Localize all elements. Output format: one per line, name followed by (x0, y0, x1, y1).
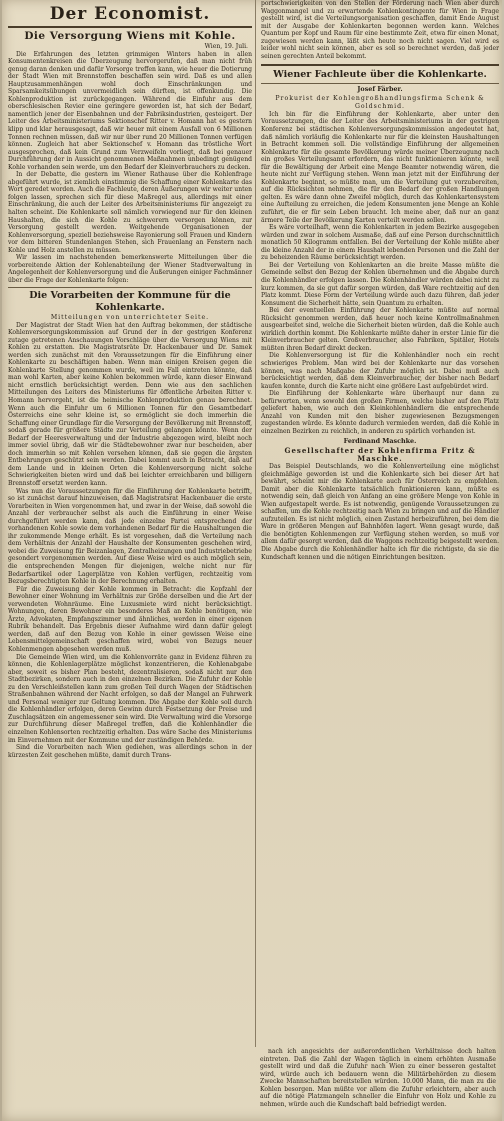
section-subheadline: Mitteilungen von unterrichteter Seite. (50, 313, 210, 321)
paragraph: Es wäre vorteilhaft, wenn die Kohlenkarten in jedem Bezirke ausgegeben würden und zwar in solchem Ausmaße, daß auf eine Person durchschnittlich monatlich 50 Kilogramm entfallen. Bei der Verteilung der Kohle müßte aber die kleine Anzahl der in einem Haushalt lebenden Personen und die Zahl der zu beheizenden Räume berücksichtigt werden. (261, 224, 499, 262)
divider (261, 64, 499, 66)
paragraph: In der Debatte, die gestern im Wiener Rathause über die Kohlenfrage abgeführt wurde, ist ziemlich einstimmig die Schaffung einer Kohlenkarte das Wort geredet worden. Auch die Fachleute, deren Äußerungen wir weiter unten folgen lassen, sprechen sich für diese Maßregel aus, allerdings mit einer Einschränkung, die auch der Leiter des Arbeitsministeriums für angezeigt zu halten scheint. Die Kohlenkarte soll nämlich vorwiegend nur für den kleinen Haushalten, die sich die Kohle zu schwerern versorgen können, zur Versorgung gestellt werden. Weitgehende Organisationen der Kohlenversorgung, speziell beziehsweise Rayonierung soll Frauen und Kindern vor dem bitteren Stundenlangen Stehen, sich Frauenlang an Fenstern nach Kohle und Holz anstellen zu müssen. (8, 171, 252, 254)
paragraph: nach ich angesichts der außerordentlichen Verhältnisse doch halten eintreten. Daß die Zahl der Wagen täglich in einem erhöhten Ausmaße gestellt wird und daß die Zufuhr nach Wien zu einer besseren gestaltet wird, würde auch ich bedauern wenn die Militärbehörden zu diesem Zwecke Mannschaften bereitstellen würden. 10.000 Mann, die man zu die Kohlen besorgen. Man müßte vor allem die Zufuhr erleichtern, aber auch auf die nötige Platzmangeln schneller die Einfuhr von Holz und Kohle zu nehmen, würde auch die Kundschaft bald befriedigt werden. (260, 1048, 496, 1108)
headline: Die Versorgung Wiens mit Kohle. (24, 30, 236, 42)
paragraph: Das Beispiel Deutschlands, wo die Kohlenverteilung eine möglichst gleichmäßige geworden ist und die Kohlenkarte sich bei dieser Art hat bewährt, scheint mir die Kohlenkarte auch für Österreich zu empfehlen. Damit aber die Kohlenkarte tatsächlich funktionieren kann, müßte es notwendig sein, daß gleich von Anfang an eine größere Menge von Kohle in Wien aufgestapelt werde. Es ist notwendig, genügende Voraussetzungen zu schaffen, um die Kohle rechtzeitig nach Wien zu bringen und auf die Händler aufzuteilen. Es ist nicht möglich, einen Zustand herbeizuführen, bei dem die Ware in größeren Mengen auf Bahnhöfen lagert. Wenn gesagt wurde, daß die benötigten Kohlenmengen zur Verfügung stehen werden, so muß vor allem dafür gesorgt werden, daß die Waggons rechtzeitig beigestellt werden. Die Abgabe durch die Kohlenhändler halte ich für die richtigste, da sie die Kundschaft kennen und die nötigen Einrichtungen besitzen. (261, 462, 499, 561)
byline-title: Prokurist der Kohlengroßhandlungsfirma Schenk & Goldschmid. (275, 94, 485, 110)
paragraph: Die Kohlenversorgung ist für die Kohlenhändler noch ein recht schwieriges Problem. Man wird bei der Kohlenkarte nur das vorsehen können, was nach Maßgabe der Zufuhr möglich ist. Dabei muß auch berücksichtigt werden, daß dem Kleinverbraucher, der bisher nach Bedarf kaufen konnte, durch die Karte nicht eine größere Last aufgebürdet wird. (261, 352, 499, 390)
divider (8, 26, 252, 28)
paragraph: Bei der eventuellen Einführung der Kohlenkarte müßte auf normal Rücksicht genommen werden, daß heuer noch keine Kontrollmaßnahmen ausgearbeitet sind, welche die Sicherheit bieten würden, daß die Kohle auch wirklich dorthin kommt. Die Kohlenkarte müßte daher in erster Linie für die Kleinverbraucher gelten. Großverbraucher, also Fabriken, Spitäler, Hotels müßten ihren Bedarf direkt decken. (261, 307, 499, 352)
left-column (8, 0, 256, 1047)
paragraph: Sind die Vorarbeiten nach Wien gediehen, was allerdings schon in der kürzesten Zeit geschehen müßte, damit durch Trans- (8, 744, 252, 759)
byline: Ferdinand Maschke. (343, 437, 417, 446)
newspaper-clipping (2, 0, 502, 1121)
paragraph: Was nun die Voraussetzungen für die Einführung der Kohlenkarte betrifft, so ist zunächst darauf hinzuweisen, daß Magistratsrat Hackenbauer die erste Vorarbeiten in Wien vorgenommen hat, und zwar in der Weise, daß sowohl die Anzahl der verbraucher selbst als auch die Einführung in einer Weise durchgeführt werden kann, daß jede einzelne Partei entsprechend der vorhandenen Kohle sowie dem vorhandenen Bedarf für die Haushaltungen die ihr zukommende Menge erhält. Es ist vorgesehen, daß die Verteilung nach dem Verhältnis der Anzahl der Haushalte der Konsumenten geschehen wird, wobei die Zuweisung für Beizanlagen, Zentralheizungen und Industriebetriebe gesondert vorgenommen werden. Auf diese Weise wird es auch möglich sein, die entsprechenden Mengen für diejenigen, welche nicht nur für Bedarfsartikel oder Lagerplätze von Kohlen verfügen, rechtzeitig vom Bezugsberechtigten Kohle in der Berechnung erhalten. (8, 487, 252, 586)
divider (8, 287, 252, 288)
paragraph: portschwierigkeiten von den Stellen der Förderung nach Wien aber durch Waggonmangel und zu erwartende Kohlenkontingente für Wien in Frage gestellt wird, ist die Verteilungsorganisation geschaffen, damit Ende August mit der Ausgabe der Kohlenkarten begonnen werden kann. Welches Quantum per Kopf und Raum für eine bestimmte Zeit, etwa für einen Monat, zugewiesen werden kann, läßt sich heute noch nicht sagen. Viel wird es leider wohl nicht sein können, aber es soll so berechnet werden, daß jeder seinen gerechten Anteil bekommt. (261, 0, 499, 60)
section-headline: Die Vorarbeiten der Kommune für die Kohlenkarte. (29, 289, 231, 313)
dateline: Wien, 19. Juli. (204, 43, 248, 50)
section-headline: Wiener Fachleute über die Kohlenkarte. (273, 69, 487, 81)
paragraph: Der Magistrat der Stadt Wien hat den Auftrag bekommen, der städtische Kohlenversorgungskommission auf Grund der in der gestrigen Konferenz zutage getretenen Anschauungen Vorschläge über die Versorgung Wiens mit Kohlen zu erstatten. Die Magistratsräte Dr. Hackenbauer und Dr. Samek werden sich zunächst mit den Voraussetzungen für die Einführung einer Kohlenkarte zu beschäftigen haben. Wenn man einigen Kreisen gegen die Kohlenkarte Stellung genommen wurde, weil im Fall eintreten könnte, daß man wohl Karten, aber keine Kohlen bekommen würde, kann dieser Einwand nicht ernstlich berücksichtigt werden. Denn wie aus den sachlichen Mitteilungen des Leiters des Ministeriums für öffentliche Arbeiten Ritter v. Homann hervorgeht, ist die heimische Kohlenproduktion genau berechnet. Wenn auch die Einfuhr um 6 Millionen Tonnen für den Gesamtbedarf Österreichs eine sehr kleine ist, so ermöglicht sie doch immerhin die Schaffung einer Grundlage für die Versorgung der Bevölkerung mit Brennstoff, sodaß gerade für größere Städte zur Verteilung gelangen könnte. Wenn der Bedarf der Heeresverwaltung und der Industrie abgezogen wird, bleibt noch immer soviel übrig, daß wir die Städtebewohner zwar nur bescheiden, aber doch immerhin so mit Kohlen versehen können, daß sie gegen die ärgsten Entbehrungen geschützt sein werden. Dabei kommt auch in Betracht, daß auf dem Lande und in kleinen Orten die Kohlenversorgung nicht solche Schwierigkeiten bieten wird und daß bei leichter erreichbaren und billigern Brennstoff ersetzt werden kann. (8, 321, 252, 487)
paragraph: Wir lassen im nachstehenden bemerkenswerte Mitteilungen über die vorbereitende Aktion der Kohlenabteilung der Wiener Stadtverwaltung in Angelegenheit der Kohlenversorgung und die Äußerungen einiger Fachmänner über die Frage der Kohlenkarte folgen: (8, 254, 252, 284)
paragraph: Die Gemeinde Wien wird, um die Kohlenvorräte ganz in Evidenz führen zu können, die Kohlenlagerplätze möglichst konzentrieren, die Kohlenabgabe aber, soweit es bisher Plan besteht, dezentralisieren, sodaß nicht nur den Stadtbezirken, sondern auch in den einzelnen Bezirken. Die Zufuhr der Kohle zu den Verschleißstellen kann zum großen Teil durch Wagen der Städtischen Straßenbahnen während der Nacht erfolgen, so daß der Mangel an Fuhrwerk und Personal weniger zur Geltung kommen. Die Abgabe der Kohle soll durch die Kohlenhändler erfolgen, deren Gewinn durch Festsetzung der Preise und Zuschlagsätzen ein angemessener sein wird. Die Verwaltung wird die Vorsorge zur Durchführung dieser Maßregel treffen, daß die Kohlenhändler die einzelnen Kohlensorten rechtzeitig erhalten. Das wäre Sache des Ministeriums im Einvernehmen mit der Kommune und der zuständigen Behörde. (8, 653, 252, 744)
byline-title: Gesellschafter der Kohlenfirma Fritz & Maschke. (284, 445, 476, 463)
divider (261, 83, 499, 84)
paragraph: Ich bin für die Einführung der Kohlenkarte, aber unter den Voraussetzungen, die der Leiter des Arbeitsministeriums in der gestrigen Konferenz bei städtischen Kohlenversorgungskommission angedeutet hat, daß nämlich vorläufig die Kohlenkarte nur für die kleinsten Haushaltungen in Betracht kommen soll. Die vollständige Einführung der allgemeinen Kohlenkarte für die gesamte Bevölkerung würde meiner Überzeugung nach ein großes Verteilungsamt erfordern, das nicht funktionieren könnte, weil für die Bewältigung der Arbeit eine Menge Beamter notwendig wären, die heute nicht zur Verfügung stehen. Wenn man jetzt mit der Einführung der Kohlenkarte beginnt, so müßte man, um die Verteilung gut vorzubereiten, auf die Rücksichten nehmen, die für den Bedarf der großen Handlungen gelten. Es wäre dann ohne Zweifel möglich, durch das Kohlenkartensystem eine Aufteilung zu erreichen, die jedem Konsumenten jene Menge an Kohle zuführt, die er für sein Leben braucht. Ich meine aber, daß nur an ganz ärmere Teile der Bevölkerung Karten verteilt werden sollen. (261, 110, 499, 224)
paragraph: Für die Zuweisung der Kohle kommen in Betracht: die Kopfzahl der Bewohner einer Wohnung im Verhältnis zur Größe derselben und die Art der verwendeten Wohnräume. Eine Luxusmiete wird nicht berücksichtigt. Wohnungen, deren Bewohner ein besonderes Maß an Kohle benötigen, wie Ärzte, Advokaten, Empfangszimmer und ähnliches, werden in einer eigenen Rubrik behandelt. Das Ergebnis dieser Aufnahme wird dann dafür gelegt werden, daß auf den Bezug von Kohle in einer gewissen Weise eine Lebensmittelgemeinschaft geschaffen wird, wobei von Bezugs neuer Kohlenmengen abgesehen werden muß. (8, 585, 252, 654)
paragraph: Die Erfahrungen des letzten grimmigen Winters haben in allen Konsumentenkreisen die Überzeugung hervorgerufen, daß man nicht früh genug daran denken und dafür Vorsorge treffen kann, wie heuer die Dotierung der Stadt Wien mit Brennstoffen beschaffen sein wird. Daß es und allen Hauptzusammenhängen wohl doch Einschränkungen und Sparsamkeitsübungen unvermeidlich sein dürften, ist offenkundig. Die Kohlenproduktion ist zurückgegangen. Während die Einfuhr aus dem oberschlesischen Revier eine geringere geworden ist, hat sich der Bedarf, namentlich jener der Eisenbahnen und der Fabriksindustrien, gesteigert. Der Leiter des Arbeitsministeriums Sektionschef Ritter v. Homann hat es gestern klipp und klar herausgesagt, daß wir heuer mit einem Ausfall von 6 Millionen Tonnen rechnen müssen, daß wir nur über rund 20 Millionen Tonnen verfügen können. Zugleich hat aber Sektionschef v. Homann das tröstliche Wort ausgesprochen, daß kein Grund zum Verzweifeln vorliegt, daß bei genauer Durchführung der in Aussicht genommenen Maßnahmen unbedingt genügend Kohle vorhanden sein werde, um den Bedarf der Kleinverbrauchers zu decken. (8, 50, 252, 171)
right-column (259, 0, 499, 1047)
byline: Josef Färber. (357, 85, 403, 94)
masthead: Der Economist. (49, 4, 211, 24)
paragraph: Die Einführung der Kohlenkarte wäre überhaupt nur dann zu befürworten, wenn sowohl den großen Firmen, welche bisher auf den Platz geliefert haben, wie auch den Kleinkohlenhändlern die entsprechende Anzahl von Kunden mit den bisher zugewiesenen Bezugsmengen zugestanden würde. Es könnte dadurch vermieden werden, daß die Kohle in einzelnen Bezirken zu reichlich, in anderen zu spärlich vorhanden ist. (261, 390, 499, 435)
continuation-block (260, 1048, 496, 1118)
paragraph: Bei der Verteilung von Kohlenkarten an die breite Masse müßte die Gemeinde selbst den Bezug der Kohlen übernehmen und die Abgabe durch die Kohlenhändler erfolgen lassen. Die Kohlenhändler würden dabei nicht zu kurz kommen, da sie gut dafür sorgen würden, daß Ware rechtzeitig auf den Platz kommt. Diese Form der Verteilung würde auch dazu führen, daß jeder Konsument die Sicherheit hätte, sein Quantum zu erhalten. (261, 261, 499, 307)
